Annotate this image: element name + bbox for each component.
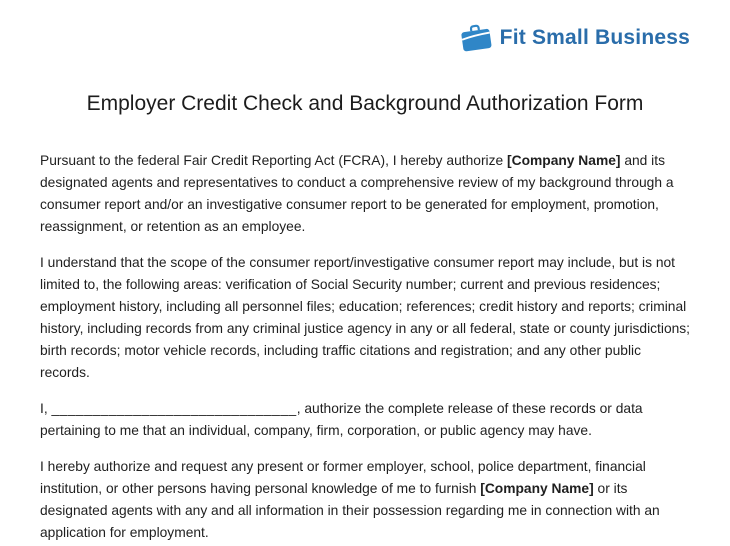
page-title: Employer Credit Check and Background Authorization Form <box>86 92 644 115</box>
signature-name-blank: ______________________________ <box>51 401 297 416</box>
header <box>0 0 730 54</box>
paragraph-fcra-authorization <box>40 150 692 238</box>
company-name-placeholder: [Company Name] <box>507 153 621 168</box>
paragraph-furnish-authorization <box>40 456 692 544</box>
company-name-placeholder-2: [Company Name] <box>480 481 594 496</box>
fcra-text-post: and its designated agents and representatives to conduct a comprehensive review of my background through a consumer report and/or an investigative consumer report to be generated for employment, promotion, reassignment, or retention as an employee. <box>40 153 674 234</box>
logo <box>459 24 690 52</box>
furnish-text-post: or its designated agents with any and all information in their possession regarding me in connection with an application for employment. <box>40 481 660 540</box>
logo-text: Fit Small Business <box>499 26 690 49</box>
release-text-post: , authorize the complete release of these records or data pertaining to me that an individual, company, firm, corporation, or public agency may have. <box>40 401 643 438</box>
furnish-text-pre: I hereby authorize and request any present or former employer, school, police department, financial institution, or other persons having personal knowledge of me to furnish <box>40 459 646 496</box>
briefcase-icon <box>457 20 495 54</box>
paragraph-report-scope: I understand that the scope of the consumer report/investigative consumer report may include, but is not limited to, the following areas: verification of Social Security number; current and previous residences; employment history, including all personnel files; education; references; credit history and reports; criminal history, including records from any criminal justice agency in any or all federal, state or county jurisdictions; birth records; motor vehicle records, including traffic citations and registration; and any other public records. <box>40 255 691 380</box>
fcra-text-pre: Pursuant to the federal Fair Credit Reporting Act (FCRA), I hereby authorize <box>40 153 508 168</box>
paragraph-release-authorization <box>40 398 692 442</box>
form-body <box>40 150 692 544</box>
release-text-pre: I, <box>40 401 52 416</box>
